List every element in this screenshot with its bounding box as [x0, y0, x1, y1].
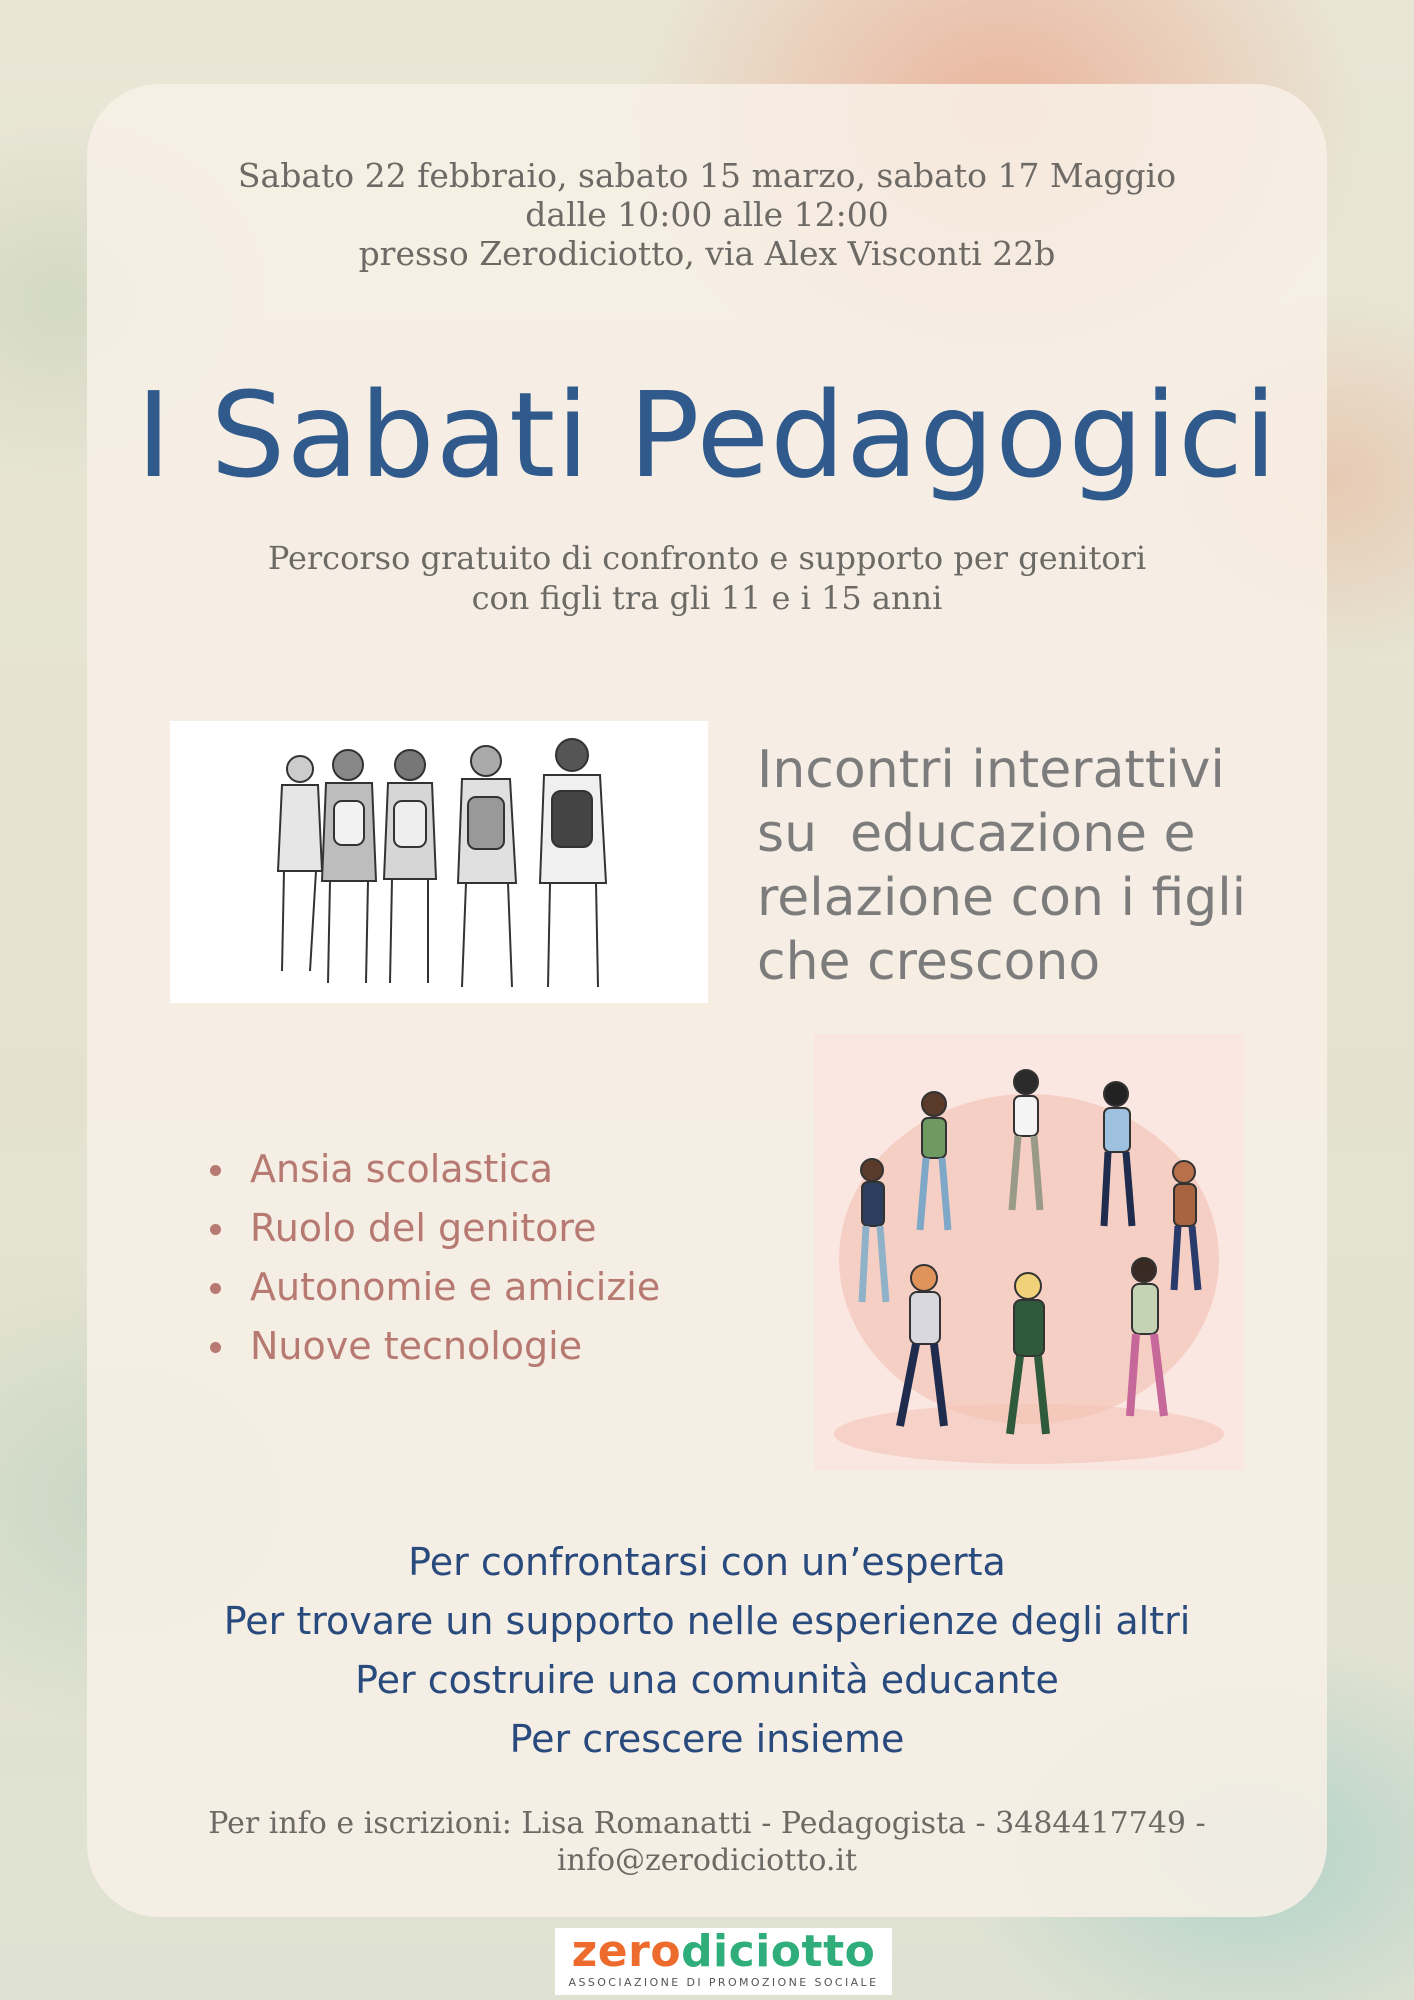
headline-line-3: relazione con i figli: [757, 868, 1247, 928]
zerodiciotto-logo: [555, 1928, 892, 1995]
teenagers-walking-illustration: [170, 721, 708, 1003]
subtitle-line-1: Percorso gratuito di confronto e supporto per genitori: [267, 539, 1147, 577]
contact-line-1: Per info e iscrizioni: Lisa Romanatti - Pedagogista - 3484417749 -: [208, 1806, 1206, 1841]
contact-email: info@zerodiciotto.it: [556, 1843, 858, 1878]
people-circle-illustration: [814, 1034, 1244, 1470]
logo-part-zero: zero: [571, 1926, 682, 1977]
topics-list: [200, 1140, 660, 1376]
list-item: Autonomie e amicizie: [200, 1258, 660, 1317]
logo-tagline: ASSOCIAZIONE DI PROMOZIONE SOCIALE: [568, 1976, 879, 1989]
event-location: presso Zerodiciotto, via Alex Visconti 22b: [358, 234, 1056, 273]
headline-line-1: Incontri interattivi: [757, 740, 1225, 800]
list-item: Ruolo del genitore: [200, 1199, 660, 1258]
list-item: Ansia scolastica: [200, 1140, 660, 1199]
reason-2: Per trovare un supporto nelle esperienze degli altri: [223, 1599, 1191, 1643]
headline: [757, 738, 1357, 994]
headline-line-4: che crescono: [757, 932, 1101, 992]
list-item: Nuove tecnologie: [200, 1317, 660, 1376]
event-dates: Sabato 22 febbraio, sabato 15 marzo, sabato 17 Maggio: [237, 156, 1177, 195]
event-time: dalle 10:00 alle 12:00: [525, 195, 889, 234]
page-title: I Sabati Pedagogici: [136, 366, 1278, 504]
logo-wordmark: [555, 1928, 892, 1976]
headline-line-2: su educazione e: [757, 804, 1196, 864]
reason-4: Per crescere insieme: [509, 1717, 905, 1761]
logo-part-diciotto: diciotto: [681, 1926, 876, 1977]
reason-3: Per costruire una comunità educante: [355, 1658, 1059, 1702]
subtitle-line-2: con figli tra gli 11 e i 15 anni: [471, 579, 943, 617]
reason-1: Per confrontarsi con un’esperta: [408, 1540, 1006, 1584]
